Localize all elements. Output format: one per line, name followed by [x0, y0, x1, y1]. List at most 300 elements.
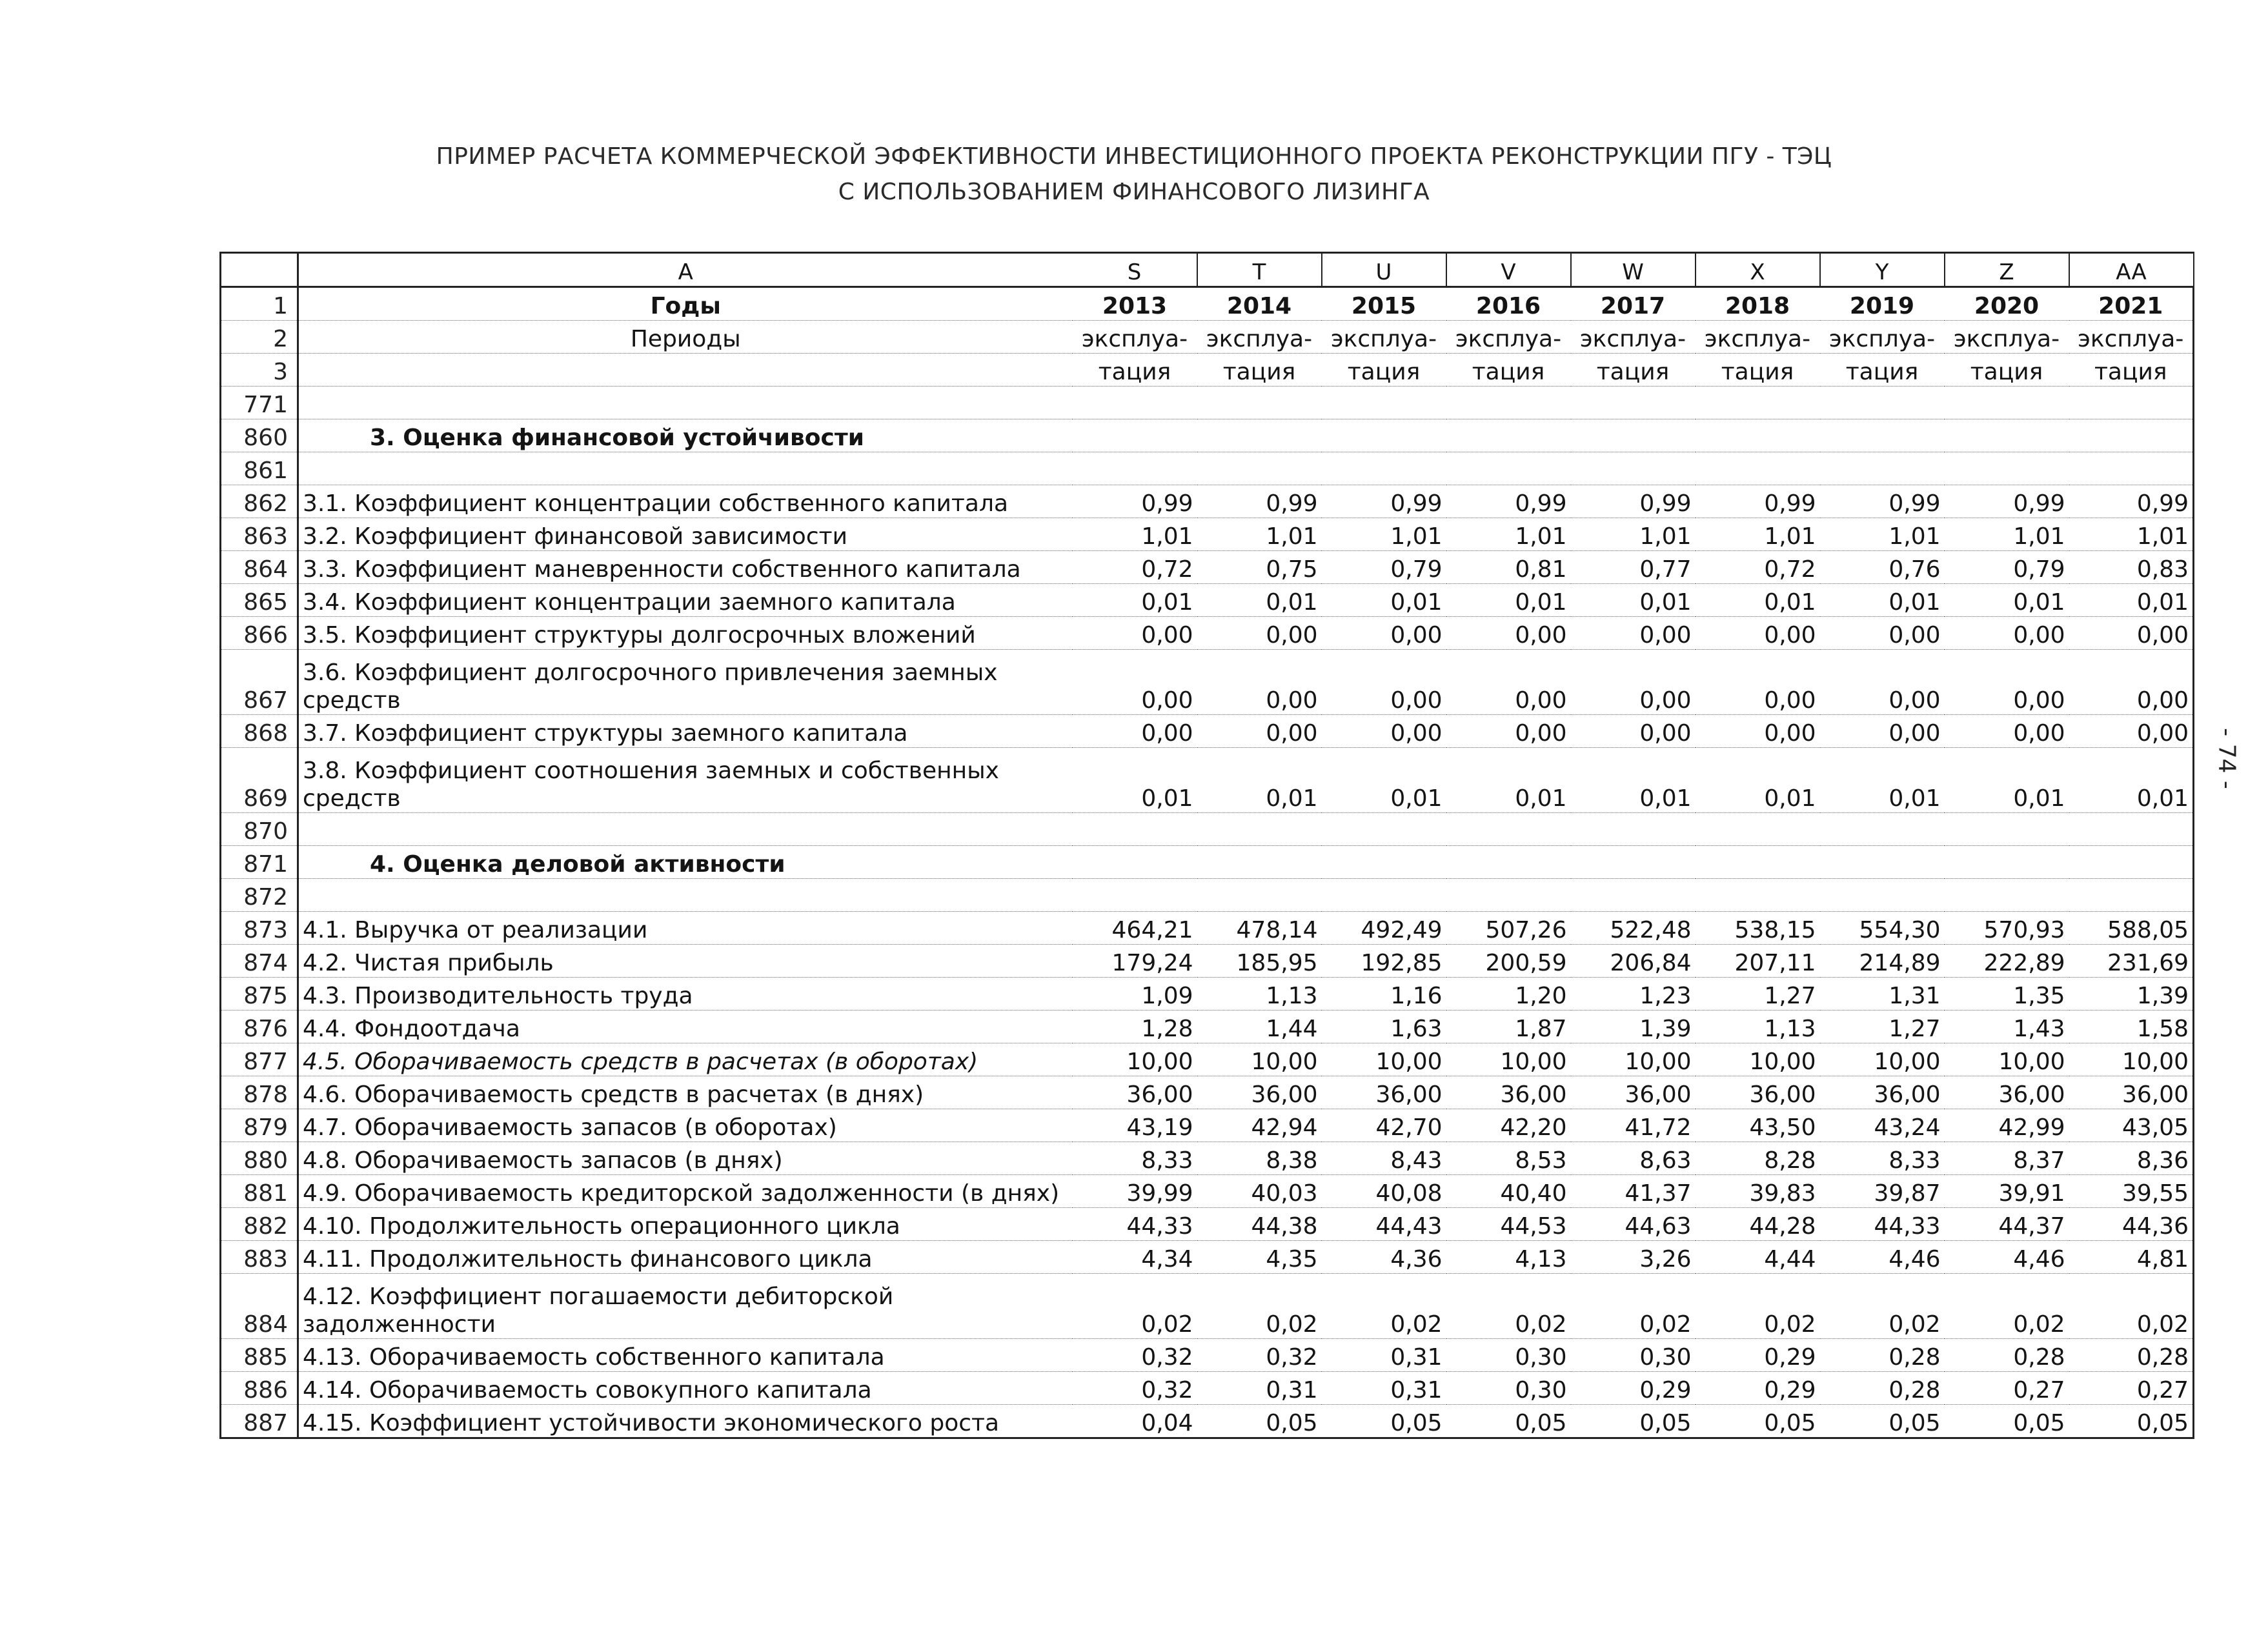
row-number: 2	[221, 321, 298, 354]
page-number: - 74 -	[2213, 728, 2240, 789]
value-cell: 1,01	[1571, 518, 1696, 551]
value-cell: 8,63	[1571, 1142, 1696, 1175]
value-cell: 1,01	[1197, 518, 1322, 551]
value-cell	[1322, 452, 1446, 485]
value-cell: 40,40	[1446, 1175, 1571, 1208]
value-cell: 36,00	[1696, 1076, 1820, 1109]
value-cell: 8,33	[1073, 1142, 1197, 1175]
column-letter-x: X	[1696, 253, 1820, 287]
value-cell: 1,09	[1073, 978, 1197, 1011]
value-cell: 39,83	[1696, 1175, 1820, 1208]
value-cell: 0,01	[1197, 584, 1322, 617]
value-cell	[1945, 452, 2069, 485]
value-cell: 522,48	[1571, 912, 1696, 945]
value-cell: 0,00	[1073, 617, 1197, 650]
value-cell: 0,28	[1945, 1339, 2069, 1372]
value-cell: 0,00	[1446, 617, 1571, 650]
value-cell: 0,00	[1322, 715, 1446, 748]
row-label	[298, 879, 1073, 912]
table-row	[221, 617, 2194, 650]
value-cell: 0,01	[1571, 584, 1696, 617]
value-cell: 0,01	[1197, 748, 1322, 813]
table-row	[221, 715, 2194, 748]
value-cell: 0,01	[1820, 584, 1945, 617]
row-number: 883	[221, 1241, 298, 1274]
value-cell: 0,31	[1197, 1372, 1322, 1405]
row-number: 870	[221, 813, 298, 846]
value-cell: 0,79	[1945, 551, 2069, 584]
value-cell: 0,01	[1696, 584, 1820, 617]
value-cell	[1945, 813, 2069, 846]
value-cell: 0,00	[2069, 715, 2194, 748]
value-cell	[1820, 813, 1945, 846]
value-cell: 0,05	[2069, 1405, 2194, 1438]
table-row	[221, 387, 2194, 419]
period-cell-line1: эксплуа-	[1945, 321, 2069, 354]
year-cell: 2016	[1446, 287, 1571, 321]
value-cell: 0,32	[1197, 1339, 1322, 1372]
value-cell	[1322, 387, 1446, 419]
value-cell: 10,00	[1322, 1043, 1446, 1076]
value-cell: 1,01	[1446, 518, 1571, 551]
years-label: Годы	[298, 287, 1073, 321]
table-row	[221, 1372, 2194, 1405]
period-cell-line1: эксплуа-	[1820, 321, 1945, 354]
value-cell: 1,01	[2069, 518, 2194, 551]
value-cell	[1696, 813, 1820, 846]
value-cell: 0,31	[1322, 1372, 1446, 1405]
value-cell: 0,99	[1322, 485, 1446, 518]
row-label: 4.12. Коэффициент погашаемости дебиторской задолженности	[298, 1274, 1073, 1339]
table-row	[221, 846, 2194, 879]
value-cell: 0,28	[1820, 1339, 1945, 1372]
table-row	[221, 1142, 2194, 1175]
period-cell-line2: тация	[1446, 354, 1571, 387]
value-cell: 0,79	[1322, 551, 1446, 584]
row-number: 872	[221, 879, 298, 912]
row-number: 885	[221, 1339, 298, 1372]
row-number: 874	[221, 945, 298, 978]
row-label: 4.9. Оборачиваемость кредиторской задолженности (в днях)	[298, 1175, 1073, 1208]
period-cell-line2: тация	[1696, 354, 1820, 387]
value-cell: 8,53	[1446, 1142, 1571, 1175]
value-cell: 0,05	[1820, 1405, 1945, 1438]
value-cell: 39,91	[1945, 1175, 2069, 1208]
value-cell: 0,01	[1073, 748, 1197, 813]
value-cell: 0,00	[1696, 715, 1820, 748]
empty-label-cell	[298, 354, 1073, 387]
value-cell: 1,31	[1820, 978, 1945, 1011]
value-cell: 554,30	[1820, 912, 1945, 945]
row-number: 1	[221, 287, 298, 321]
value-cell: 231,69	[2069, 945, 2194, 978]
column-letter-y: Y	[1820, 253, 1945, 287]
period-cell-line1: эксплуа-	[2069, 321, 2194, 354]
value-cell: 1,01	[1073, 518, 1197, 551]
value-cell	[1945, 879, 2069, 912]
year-cell: 2015	[1322, 287, 1446, 321]
value-cell: 0,00	[1571, 617, 1696, 650]
table-row	[221, 1274, 2194, 1339]
value-cell: 0,02	[1073, 1274, 1197, 1339]
period-cell-line2: тация	[1073, 354, 1197, 387]
period-cell-line2: тация	[1945, 354, 2069, 387]
value-cell	[1820, 419, 1945, 452]
row-number: 887	[221, 1405, 298, 1438]
value-cell: 464,21	[1073, 912, 1197, 945]
table-row	[221, 650, 2194, 715]
value-cell: 1,16	[1322, 978, 1446, 1011]
value-cell	[1820, 387, 1945, 419]
value-cell: 0,99	[1696, 485, 1820, 518]
value-cell: 1,13	[1696, 1011, 1820, 1043]
row-label: 3.5. Коэффициент структуры долгосрочных вложений	[298, 617, 1073, 650]
row-label: 4.13. Оборачиваемость собственного капитала	[298, 1339, 1073, 1372]
periods-row-2	[221, 354, 2194, 387]
row-label: 3.6. Коэффициент долгосрочного привлечения заемных средств	[298, 650, 1073, 715]
title-line-1: ПРИМЕР РАСЧЕТА КОММЕРЧЕСКОЙ ЭФФЕКТИВНОСТИ ИНВЕСТИЦИОННОГО ПРОЕКТА РЕКОНСТРУКЦИИ ПГУ - ТЭЦ	[436, 143, 1832, 170]
value-cell	[1322, 813, 1446, 846]
value-cell: 42,99	[1945, 1109, 2069, 1142]
value-cell	[1073, 419, 1197, 452]
value-cell	[1446, 879, 1571, 912]
value-cell: 43,19	[1073, 1109, 1197, 1142]
value-cell: 10,00	[1571, 1043, 1696, 1076]
value-cell: 0,00	[1446, 715, 1571, 748]
value-cell: 0,00	[1197, 650, 1322, 715]
row-label: 4.11. Продолжительность финансового цикла	[298, 1241, 1073, 1274]
spreadsheet-table	[219, 252, 2194, 1439]
value-cell	[2069, 846, 2194, 879]
period-cell-line2: тация	[1322, 354, 1446, 387]
value-cell: 0,00	[1820, 650, 1945, 715]
row-number: 876	[221, 1011, 298, 1043]
value-cell: 0,00	[1571, 715, 1696, 748]
value-cell: 0,00	[1322, 617, 1446, 650]
value-cell: 0,05	[1322, 1405, 1446, 1438]
value-cell: 0,72	[1073, 551, 1197, 584]
value-cell: 0,29	[1571, 1372, 1696, 1405]
value-cell: 0,30	[1446, 1372, 1571, 1405]
row-number: 864	[221, 551, 298, 584]
value-cell: 1,27	[1696, 978, 1820, 1011]
row-number: 3	[221, 354, 298, 387]
value-cell: 185,95	[1197, 945, 1322, 978]
value-cell: 36,00	[2069, 1076, 2194, 1109]
value-cell	[1197, 879, 1322, 912]
row-number: 886	[221, 1372, 298, 1405]
row-label	[298, 387, 1073, 419]
value-cell: 0,83	[2069, 551, 2194, 584]
value-cell	[1322, 879, 1446, 912]
value-cell	[1197, 419, 1322, 452]
value-cell: 0,01	[2069, 748, 2194, 813]
value-cell: 0,32	[1073, 1339, 1197, 1372]
value-cell: 44,63	[1571, 1208, 1696, 1241]
value-cell: 36,00	[1945, 1076, 2069, 1109]
value-cell: 36,00	[1571, 1076, 1696, 1109]
table-row	[221, 748, 2194, 813]
value-cell	[2069, 419, 2194, 452]
value-cell: 41,72	[1571, 1109, 1696, 1142]
value-cell: 0,01	[1073, 584, 1197, 617]
value-cell: 0,30	[1571, 1339, 1696, 1372]
value-cell: 3,26	[1571, 1241, 1696, 1274]
value-cell	[1073, 879, 1197, 912]
value-cell: 0,01	[1322, 584, 1446, 617]
value-cell: 10,00	[2069, 1043, 2194, 1076]
value-cell: 0,28	[2069, 1339, 2194, 1372]
value-cell	[1446, 813, 1571, 846]
value-cell: 0,99	[1820, 485, 1945, 518]
period-cell-line2: тация	[1197, 354, 1322, 387]
column-header-row	[221, 253, 2194, 287]
table-row	[221, 912, 2194, 945]
value-cell: 0,72	[1696, 551, 1820, 584]
value-cell: 40,08	[1322, 1175, 1446, 1208]
value-cell: 44,28	[1696, 1208, 1820, 1241]
value-cell: 0,01	[1696, 748, 1820, 813]
column-letter-w: W	[1571, 253, 1696, 287]
table-row	[221, 584, 2194, 617]
value-cell: 36,00	[1446, 1076, 1571, 1109]
row-label: 4.7. Оборачиваемость запасов (в оборотах)	[298, 1109, 1073, 1142]
row-number: 866	[221, 617, 298, 650]
value-cell: 8,38	[1197, 1142, 1322, 1175]
table-row	[221, 419, 2194, 452]
row-number: 771	[221, 387, 298, 419]
value-cell: 0,99	[1197, 485, 1322, 518]
table-row	[221, 485, 2194, 518]
value-cell: 1,01	[1945, 518, 2069, 551]
value-cell: 0,00	[1073, 715, 1197, 748]
row-label: 3.3. Коэффициент маневренности собственного капитала	[298, 551, 1073, 584]
value-cell: 206,84	[1571, 945, 1696, 978]
row-label	[298, 452, 1073, 485]
row-label: 4.14. Оборачиваемость совокупного капитала	[298, 1372, 1073, 1405]
value-cell	[1571, 387, 1696, 419]
value-cell: 0,00	[1820, 715, 1945, 748]
value-cell: 0,99	[2069, 485, 2194, 518]
value-cell: 0,99	[1073, 485, 1197, 518]
value-cell: 4,81	[2069, 1241, 2194, 1274]
row-number: 875	[221, 978, 298, 1011]
value-cell	[2069, 879, 2194, 912]
value-cell: 0,00	[1197, 715, 1322, 748]
value-cell	[1696, 419, 1820, 452]
year-cell: 2019	[1820, 287, 1945, 321]
value-cell	[1945, 419, 2069, 452]
periods-row	[221, 321, 2194, 354]
value-cell: 42,70	[1322, 1109, 1446, 1142]
row-label: 4.2. Чистая прибыль	[298, 945, 1073, 978]
value-cell: 1,35	[1945, 978, 2069, 1011]
value-cell	[2069, 813, 2194, 846]
value-cell: 8,43	[1322, 1142, 1446, 1175]
value-cell: 10,00	[1945, 1043, 2069, 1076]
value-cell	[1820, 846, 1945, 879]
value-cell: 4,46	[1945, 1241, 2069, 1274]
value-cell: 36,00	[1322, 1076, 1446, 1109]
value-cell: 0,99	[1945, 485, 2069, 518]
value-cell: 1,39	[1571, 1011, 1696, 1043]
value-cell: 10,00	[1073, 1043, 1197, 1076]
value-cell	[1571, 419, 1696, 452]
row-number: 865	[221, 584, 298, 617]
value-cell	[1945, 387, 2069, 419]
value-cell: 0,05	[1197, 1405, 1322, 1438]
row-label: 4.15. Коэффициент устойчивости экономического роста	[298, 1405, 1073, 1438]
value-cell: 44,33	[1073, 1208, 1197, 1241]
value-cell	[2069, 387, 2194, 419]
value-cell: 44,33	[1820, 1208, 1945, 1241]
year-cell: 2018	[1696, 287, 1820, 321]
value-cell: 1,87	[1446, 1011, 1571, 1043]
value-cell: 36,00	[1820, 1076, 1945, 1109]
row-label: 4.4. Фондоотдача	[298, 1011, 1073, 1043]
value-cell: 36,00	[1197, 1076, 1322, 1109]
period-cell-line1: эксплуа-	[1322, 321, 1446, 354]
value-cell: 0,27	[2069, 1372, 2194, 1405]
value-cell: 570,93	[1945, 912, 2069, 945]
table-row	[221, 452, 2194, 485]
row-number: 873	[221, 912, 298, 945]
table-row	[221, 1076, 2194, 1109]
value-cell: 8,33	[1820, 1142, 1945, 1175]
value-cell: 10,00	[1197, 1043, 1322, 1076]
row-number: 881	[221, 1175, 298, 1208]
value-cell	[1446, 419, 1571, 452]
value-cell: 39,87	[1820, 1175, 1945, 1208]
column-letter-u: U	[1322, 253, 1446, 287]
table-row	[221, 1011, 2194, 1043]
value-cell: 8,37	[1945, 1142, 2069, 1175]
row-number: 879	[221, 1109, 298, 1142]
table-row	[221, 879, 2194, 912]
value-cell	[1446, 846, 1571, 879]
value-cell	[1197, 846, 1322, 879]
value-cell: 44,43	[1322, 1208, 1446, 1241]
value-cell: 0,02	[1322, 1274, 1446, 1339]
value-cell: 507,26	[1446, 912, 1571, 945]
value-cell	[1696, 452, 1820, 485]
period-cell-line1: эксплуа-	[1446, 321, 1571, 354]
value-cell	[1446, 452, 1571, 485]
value-cell: 0,05	[1571, 1405, 1696, 1438]
row-label: 3.8. Коэффициент соотношения заемных и собственных средств	[298, 748, 1073, 813]
value-cell: 0,00	[1197, 617, 1322, 650]
value-cell: 4,36	[1322, 1241, 1446, 1274]
value-cell: 0,00	[1696, 650, 1820, 715]
value-cell: 0,00	[2069, 650, 2194, 715]
value-cell	[1197, 813, 1322, 846]
column-letter-v: V	[1446, 253, 1571, 287]
value-cell: 1,01	[1322, 518, 1446, 551]
value-cell: 42,94	[1197, 1109, 1322, 1142]
row-label: 4.8. Оборачиваемость запасов (в днях)	[298, 1142, 1073, 1175]
value-cell: 44,37	[1945, 1208, 2069, 1241]
value-cell: 0,02	[1446, 1274, 1571, 1339]
value-cell: 0,29	[1696, 1339, 1820, 1372]
value-cell	[1073, 813, 1197, 846]
value-cell: 0,01	[1945, 584, 2069, 617]
table-row	[221, 1043, 2194, 1076]
table-row	[221, 1405, 2194, 1438]
table-row	[221, 1241, 2194, 1274]
value-cell	[1945, 846, 2069, 879]
value-cell: 0,00	[1945, 650, 2069, 715]
row-label: 3.7. Коэффициент структуры заемного капитала	[298, 715, 1073, 748]
row-label	[298, 813, 1073, 846]
value-cell	[1322, 419, 1446, 452]
value-cell: 1,23	[1571, 978, 1696, 1011]
table-row	[221, 978, 2194, 1011]
year-cell: 2013	[1073, 287, 1197, 321]
value-cell: 4,34	[1073, 1241, 1197, 1274]
value-cell: 192,85	[1322, 945, 1446, 978]
period-cell-line2: тация	[1571, 354, 1696, 387]
value-cell	[1571, 452, 1696, 485]
value-cell: 0,28	[1820, 1372, 1945, 1405]
row-label: 3.4. Коэффициент концентрации заемного капитала	[298, 584, 1073, 617]
value-cell: 10,00	[1446, 1043, 1571, 1076]
value-cell	[1696, 387, 1820, 419]
row-label: 4.3. Производительность труда	[298, 978, 1073, 1011]
value-cell: 0,99	[1446, 485, 1571, 518]
row-number: 869	[221, 748, 298, 813]
row-label: 3.1. Коэффициент концентрации собственного капитала	[298, 485, 1073, 518]
value-cell: 0,02	[1945, 1274, 2069, 1339]
table-row	[221, 945, 2194, 978]
row-number: 884	[221, 1274, 298, 1339]
value-cell: 0,81	[1446, 551, 1571, 584]
row-number: 861	[221, 452, 298, 485]
column-letter-t: T	[1197, 253, 1322, 287]
value-cell: 0,00	[1446, 650, 1571, 715]
value-cell: 4,35	[1197, 1241, 1322, 1274]
value-cell: 1,01	[1696, 518, 1820, 551]
row-number: 860	[221, 419, 298, 452]
value-cell	[1322, 846, 1446, 879]
value-cell: 1,58	[2069, 1011, 2194, 1043]
period-cell-line2: тация	[2069, 354, 2194, 387]
value-cell	[1446, 387, 1571, 419]
value-cell: 0,01	[1571, 748, 1696, 813]
period-cell-line1: эксплуа-	[1571, 321, 1696, 354]
value-cell	[1696, 846, 1820, 879]
value-cell: 43,05	[2069, 1109, 2194, 1142]
value-cell: 44,36	[2069, 1208, 2194, 1241]
value-cell: 207,11	[1696, 945, 1820, 978]
value-cell: 0,04	[1073, 1405, 1197, 1438]
period-cell-line1: эксплуа-	[1073, 321, 1197, 354]
years-row	[221, 287, 2194, 321]
period-cell-line2: тация	[1820, 354, 1945, 387]
corner-cell	[221, 253, 298, 287]
year-cell: 2014	[1197, 287, 1322, 321]
year-cell: 2021	[2069, 287, 2194, 321]
document-title	[0, 139, 2268, 210]
row-number: 868	[221, 715, 298, 748]
value-cell: 36,00	[1073, 1076, 1197, 1109]
value-cell: 1,13	[1197, 978, 1322, 1011]
value-cell: 0,32	[1073, 1372, 1197, 1405]
value-cell: 0,05	[1696, 1405, 1820, 1438]
value-cell	[1571, 879, 1696, 912]
value-cell: 4,46	[1820, 1241, 1945, 1274]
column-letter-z: Z	[1945, 253, 2069, 287]
value-cell	[1820, 879, 1945, 912]
